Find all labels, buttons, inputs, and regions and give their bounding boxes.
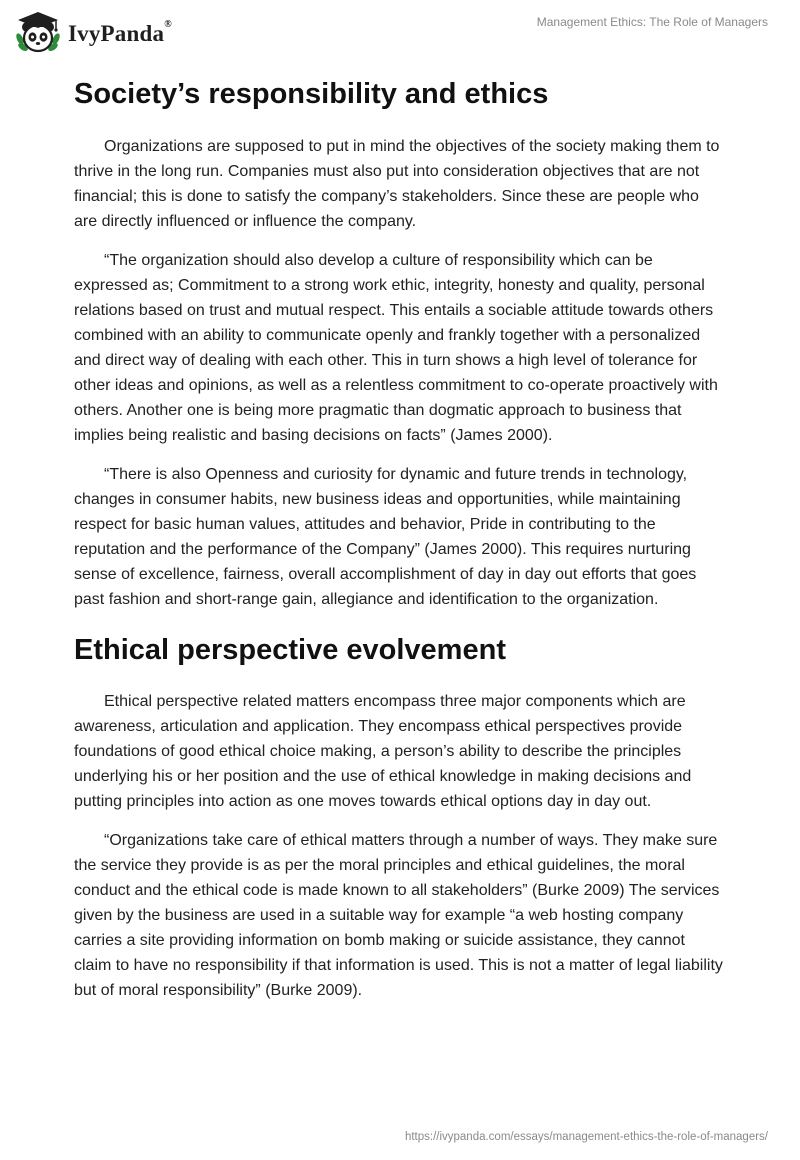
paragraph: “There is also Openness and curiosity for dynamic and future trends in technology, changes in consumer habits, new business ideas and opportunities, while maintaining respect for basic human values, attitudes and behavior, Pride in contributing to the reputation and the performance of the Company” (James 2000). This requires nurturing sense of excellence, fairness, overall accomplishment of day in day out efforts that goes past fashion and short-range gain, allegiance and identification to the organization.: [74, 466, 697, 608]
section-heading: Society’s responsibility and ethics: [74, 78, 549, 110]
section-heading: Ethical perspective evolvement: [74, 634, 506, 666]
source-url[interactable]: https://ivypanda.com/essays/management-ethics-the-role-of-managers/: [404, 1131, 768, 1143]
ivypanda-logo[interactable]: [14, 9, 172, 55]
paragraph: Ethical perspective related matters encompass three major components which are awareness, articulation and application. They encompass ethical perspectives provide foundations of good ethical choice making, a person’s ability to describe the principles underlying his or her position and the use of ethical knowledge in making decisions and putting principles into action as one moves towards ethical options day in day out.: [74, 693, 692, 810]
brand-name: IvyPanda®: [68, 19, 172, 46]
document-title: Management Ethics: The Role of Managers: [536, 15, 768, 29]
paragraph: Organizations are supposed to put in mind the objectives of the society making them to thrive in the long run. Companies must also put into consideration objectives that are not financial; this is done to satisfy the company’s stakeholders. Since these are people who are directly influenced or influence the company.: [74, 138, 720, 230]
panda-graduate-icon: [14, 9, 62, 55]
essay-content: [74, 72, 726, 1017]
paragraph: “Organizations take care of ethical matters through a number of ways. They make sure the service they provide is as per the moral principles and ethical guidelines, the moral conduct and the ethical code is made known to all stakeholders” (Burke 2009) The services given by the business are used in a suitable way for example “a web hosting company carries a site providing information on bomb making or suicide assistance, they cannot claim to have no responsibility if that information is used. This is not a matter of legal liability but of moral responsibility” (Burke 2009).: [74, 832, 723, 999]
paragraph: “The organization should also develop a culture of responsibility which can be expressed as; Commitment to a strong work ethic, integrity, honesty and quality, personal relations based on trust and mutual respect. This entails a sociable attitude towards others combined with an ability to communicate openly and frankly together with a personalized and direct way of dealing with each other. This in turn shows a high level of tolerance for other ideas and opinions, as well as a relentless commitment to co-operate proactively with others. Another one is being more pragmatic than dogmatic approach to business that implies being realistic and basing decisions on facts” (James 2000).: [74, 252, 718, 444]
page-header: [0, 0, 800, 64]
